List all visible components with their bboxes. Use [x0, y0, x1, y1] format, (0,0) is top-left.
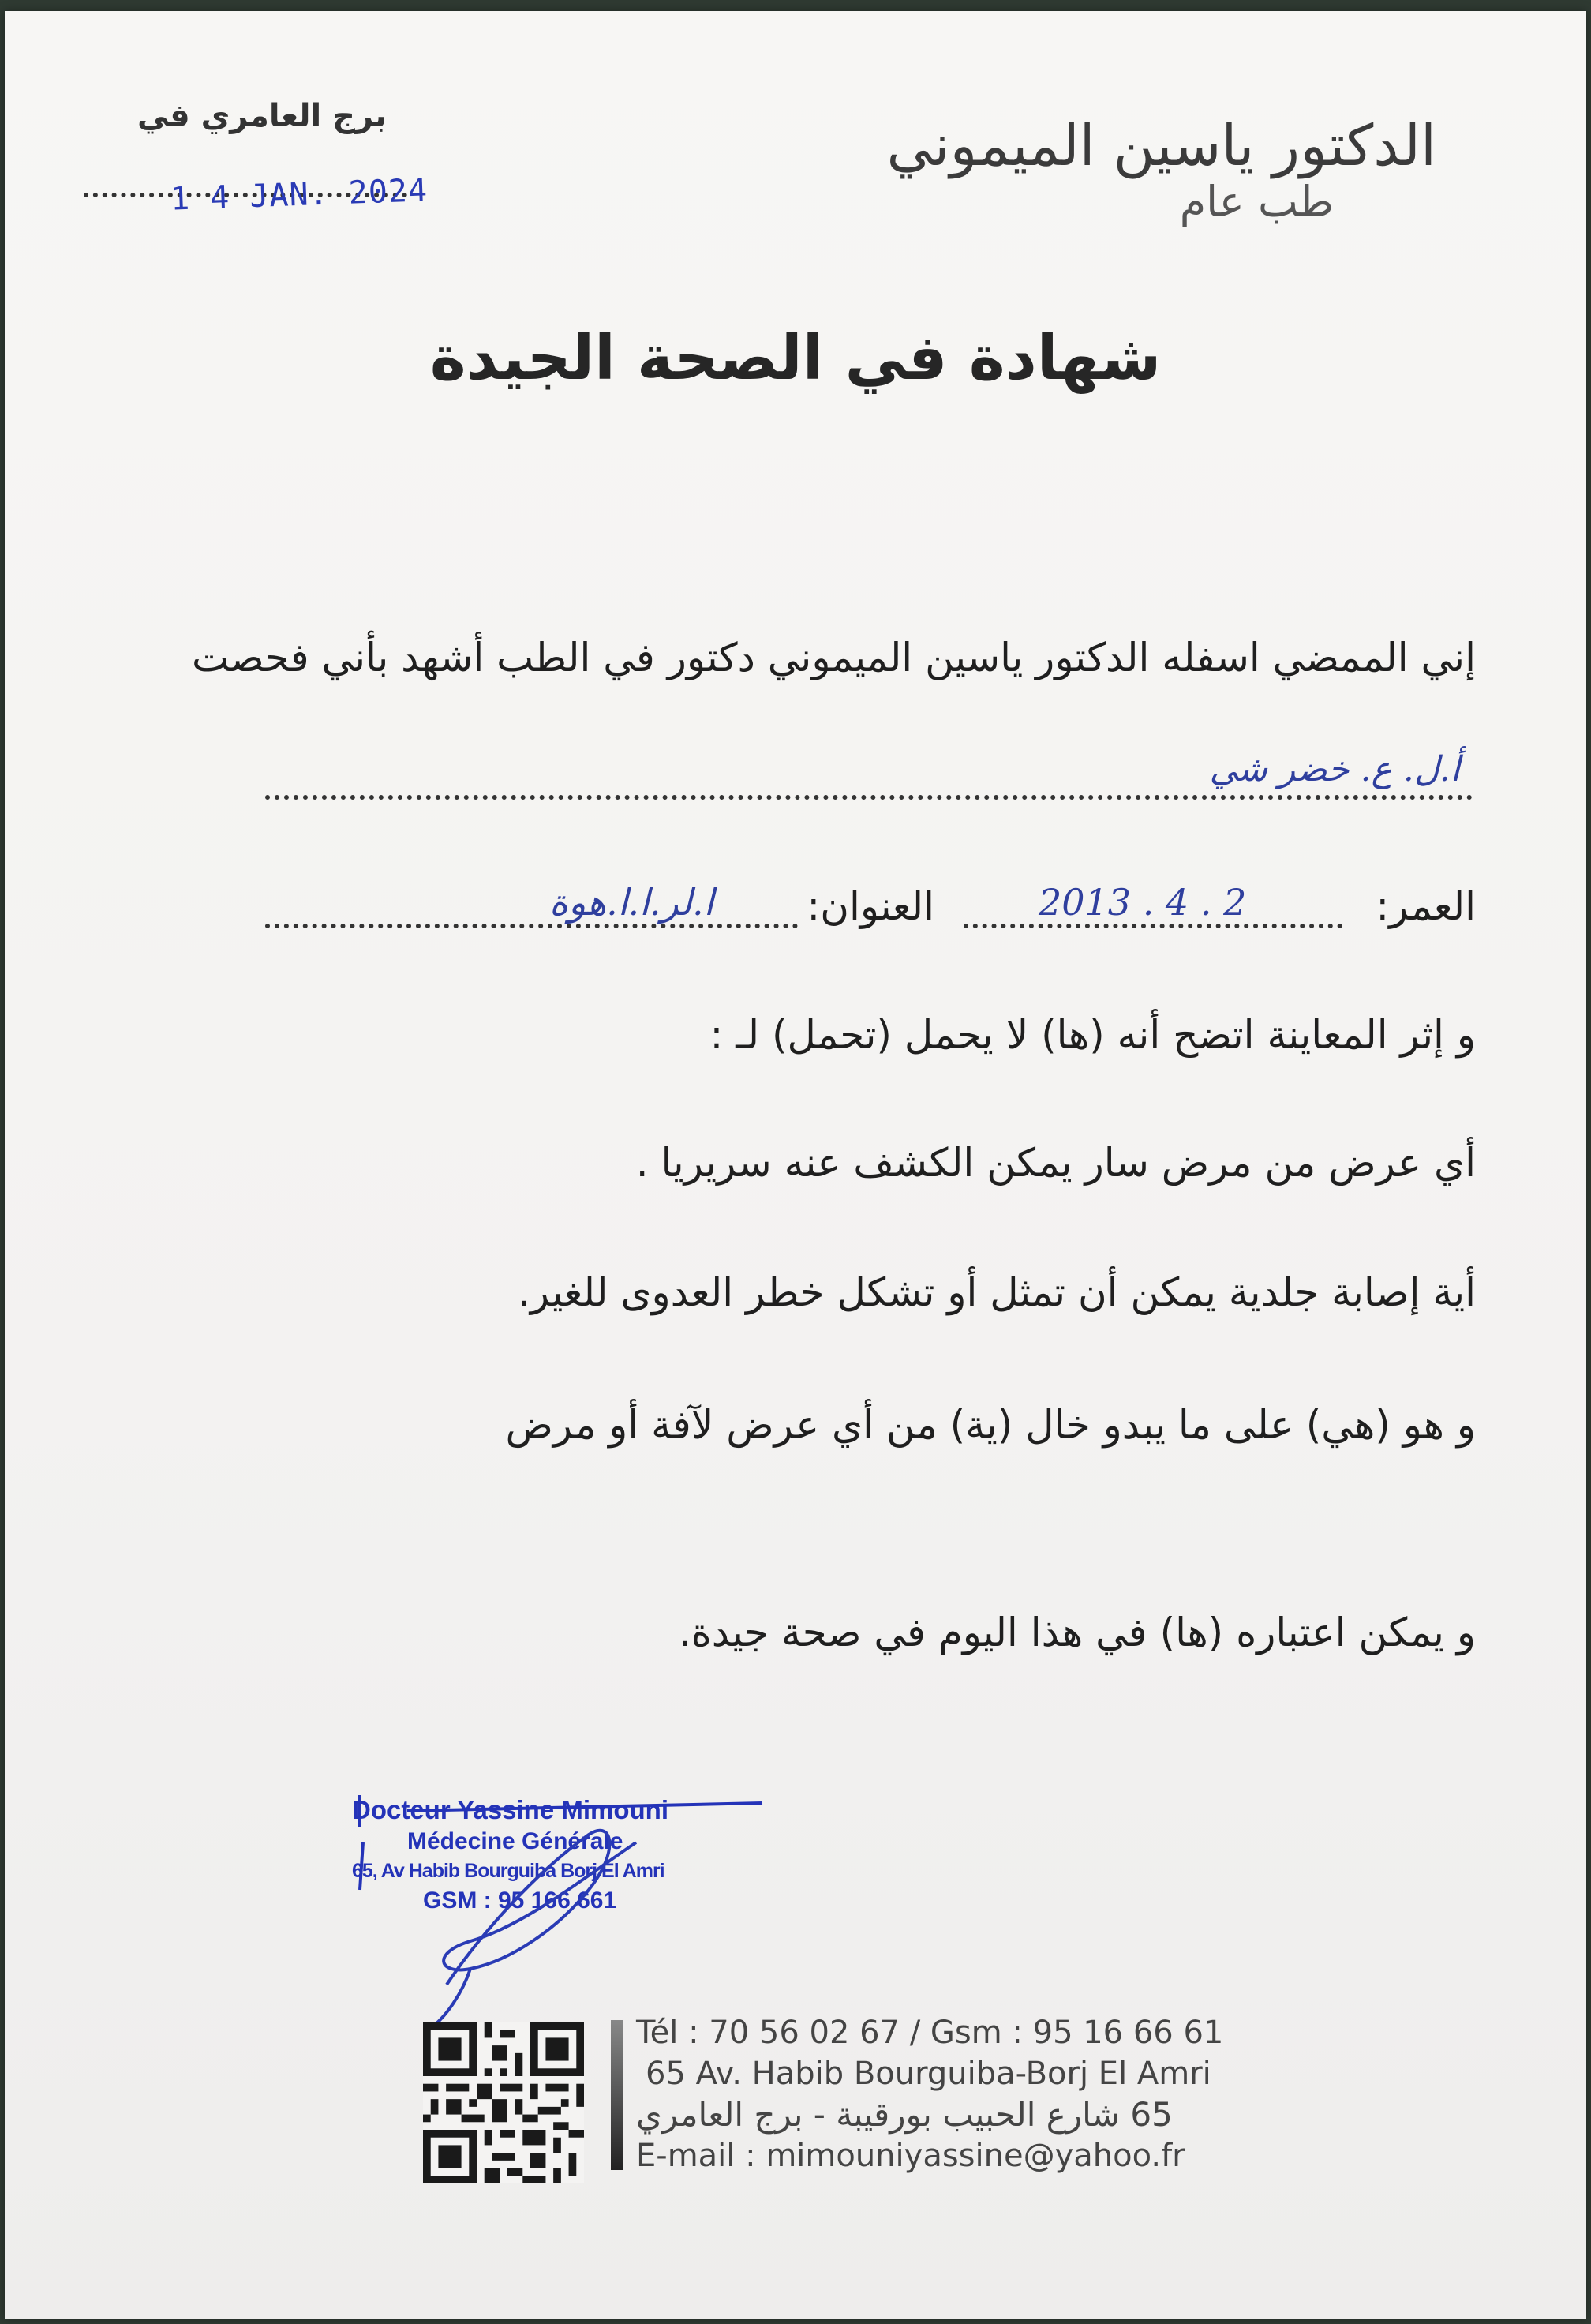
condition-item-2: أية إصابة جلدية يمكن أن تمثل أو تشكل خطر العدوى للغير.: [518, 1269, 1476, 1315]
footer-address-fr: 65 Av. Habib Bourguiba-Borj El Amri: [646, 2056, 1211, 2092]
certificate-sheet: [5, 11, 1586, 2319]
footer-phone: Tél : 70 56 02 67 / Gsm : 95 16 66 61: [636, 2015, 1224, 2051]
intro-line: إني الممضي اسفله الدكتور ياسين الميموني دكتور في الطب أشهد بأني فحصت: [191, 635, 1476, 680]
certificate-title: شهادة في الصحة الجيدة: [429, 323, 1162, 394]
stamp-line-address: 65, Av Habib Bourguiba Borj El Amri: [352, 1860, 664, 1882]
signature-mark: [352, 1779, 794, 2032]
doctor-name-header: الدكتور ياسين الميموني: [886, 112, 1436, 178]
stamp-line-gsm: GSM : 95 166 661: [423, 1887, 617, 1914]
footer-contact: [636, 2012, 1236, 2176]
after-exam-line: و إثر المعاينة اتضح أنه (ها) لا يحمل (تحمل) لـ :: [709, 1012, 1476, 1058]
date-stamp: 1 4 JAN. 2024: [170, 172, 429, 218]
stamp-line-name: Docteur Yassine Mimouni: [352, 1795, 668, 1824]
patient-dotted-line: [265, 789, 1473, 800]
conclusion-line: و يمكن اعتباره (ها) في هذا اليوم في صحة جيدة.: [678, 1610, 1476, 1655]
qr-code-icon: [423, 2022, 584, 2183]
condition-item-3: و هو (هي) على ما يبدو خال (ية) من أي عرض لآفة أو مرض: [505, 1402, 1476, 1448]
footer-address-ar: 65 شارع الحبيب بورقيبة - برج العامري: [636, 2095, 1173, 2134]
age-label: العمر:: [1376, 883, 1476, 929]
footer-email: E-mail : mimouniyassine@yahoo.fr: [636, 2138, 1185, 2174]
footer-divider-bar: [611, 2020, 623, 2170]
condition-item-1: أي عرض من مرض سار يمكن الكشف عنه سريريا .: [635, 1140, 1476, 1186]
age-value-handwritten: 2013 . 4 . 2: [1039, 881, 1247, 924]
place-label: برج العامري في: [137, 98, 387, 134]
patient-name-handwritten: أ.ل. ع. خضر شي: [1209, 749, 1460, 789]
address-dotted-line: [265, 917, 798, 928]
stamp-line-specialty: Médecine Générale: [407, 1828, 623, 1854]
address-label: العنوان:: [807, 883, 934, 929]
address-value-handwritten: ا.لر.ا.ا.هوة: [549, 881, 714, 924]
doctor-specialty: طب عام: [1179, 177, 1334, 227]
